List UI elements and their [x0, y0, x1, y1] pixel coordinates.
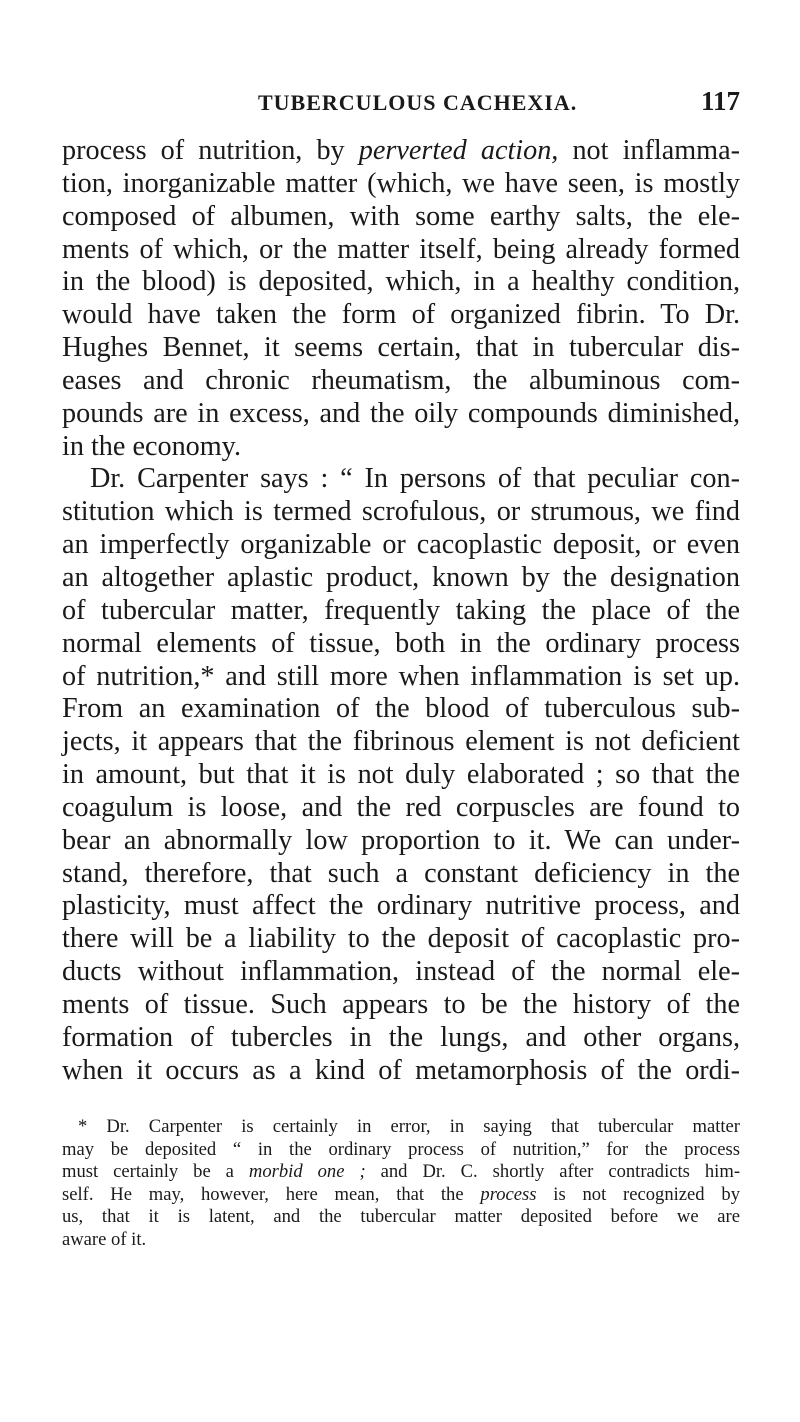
text-line: of nutrition,* and still more when inflammation is set up.	[62, 660, 740, 692]
text-line: an imperfectly organizable or cacoplastic deposit, or even	[62, 529, 740, 561]
text-line: Hughes Bennet, it seems certain, that in tubercular dis-	[62, 332, 740, 364]
footnote-line: us, that it is latent, and the tubercular matter deposited before we are	[62, 1206, 740, 1228]
text-line: an altogether aplastic product, known by the designation	[62, 561, 740, 593]
text-line: eases and chronic rheumatism, the albuminous com-	[62, 364, 740, 396]
text-line: plasticity, must affect the ordinary nutritive process, and	[62, 890, 740, 922]
footnote-line: aware of it.	[62, 1228, 147, 1250]
text-line: formation of tubercles in the lungs, and other organs,	[62, 1021, 740, 1053]
text-line: stand, therefore, that such a constant deficiency in the	[62, 857, 740, 889]
text-line: From an examination of the blood of tuberculous sub-	[62, 693, 740, 725]
text-line: in the blood) is deposited, which, in a healthy condition,	[62, 266, 740, 298]
footnote-line: * Dr. Carpenter is certainly in error, in saying that tubercular matter	[78, 1116, 740, 1138]
text-line: stitution which is termed scrofulous, or strumous, we find	[62, 496, 740, 528]
text-line: there will be a liability to the deposit of cacoplastic pro-	[62, 923, 740, 955]
text-line: of tubercular matter, frequently taking the place of the	[62, 594, 740, 626]
page-number: 117	[700, 86, 740, 116]
page-header	[62, 84, 740, 124]
text-line: normal elements of tissue, both in the ordinary process	[62, 627, 740, 659]
text-line: ducts without inflammation, instead of the normal ele-	[62, 956, 740, 988]
footnote-line: must certainly be a morbid one ; and Dr. C. shortly after contradicts him-	[62, 1161, 741, 1183]
text-line: bear an abnormally low proportion to it. We can under-	[62, 824, 740, 856]
book-page	[62, 84, 740, 1251]
footnote-line: may be deposited “ in the ordinary process of nutrition,” for the process	[62, 1138, 740, 1160]
text-line: process of nutrition, by perverted action, not inflamma-	[62, 135, 740, 166]
text-line: in the economy.	[62, 430, 241, 462]
text-line: coagulum is loose, and the red corpuscles are found to	[62, 791, 740, 823]
text-line: tion, inorganizable matter (which, we have seen, is mostly	[62, 167, 740, 199]
text-line: in amount, but that it is not duly elaborated ; so that the	[62, 759, 740, 791]
body-text	[62, 135, 740, 1087]
text-line: ments of tissue. Such appears to be the history of the	[62, 988, 740, 1020]
text-line: jects, it appears that the fibrinous element is not deficient	[62, 726, 740, 758]
text-line: Dr. Carpenter says : “ In persons of that peculiar con-	[90, 463, 740, 495]
text-line: would have taken the form of organized fibrin. To Dr.	[62, 299, 740, 331]
text-line: when it occurs as a kind of metamorphosis of the ordi-	[62, 1054, 740, 1086]
text-line: pounds are in excess, and the oily compounds diminished,	[62, 397, 740, 429]
running-head: TUBERCULOUS CACHEXIA.	[258, 90, 578, 115]
text-line: ments of which, or the matter itself, being already formed	[62, 233, 740, 265]
text-line: composed of albumen, with some earthy salts, the ele-	[62, 200, 740, 232]
footnote-line: self. He may, however, here mean, that the process is not recognized by	[62, 1183, 740, 1205]
footnote	[62, 1116, 740, 1251]
